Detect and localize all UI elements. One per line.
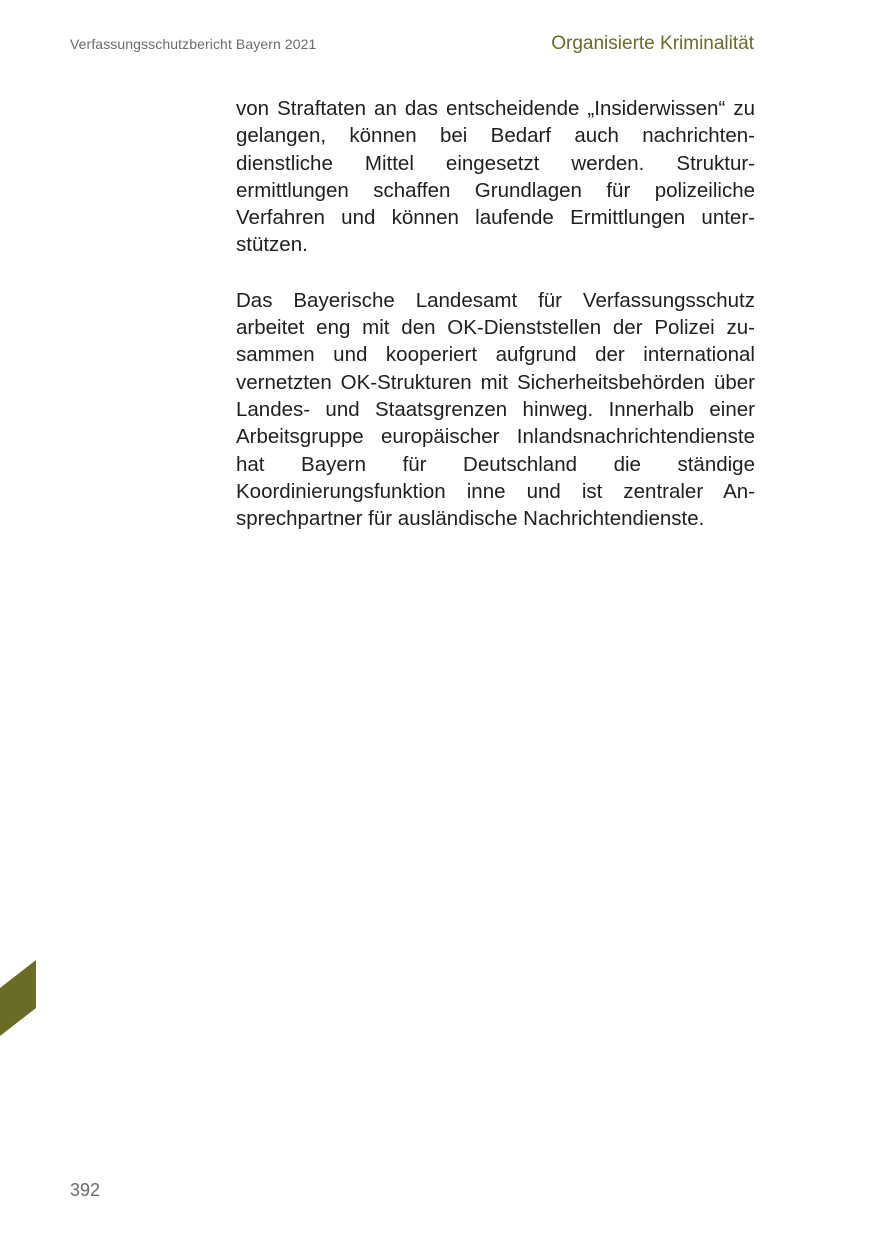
section-marker-tab — [0, 960, 36, 1036]
body-text — [236, 95, 755, 560]
section-marker-shape — [0, 960, 36, 1036]
paragraph: Das Bayerische Landesamt für Verfassungsschutz arbeitet eng mit den OK-Dienststellen der Polizei zusammen und kooperiert aufgrund der international vernetzten OK-Strukturen mit Sicherheitsbehörden über Landes- und Staatsgrenzen hinweg. Innerhalb einer Arbeitsgruppe europäischer Inlandsnachrichtendienste hat Bayern für Deutschland die ständige Koordinierungsfunktion inne und ist zentraler Ansprechpartner für ausländische Nachrichtendienste. — [236, 288, 755, 531]
page-number: 392 — [70, 1180, 101, 1200]
paragraph: von Straftaten an das entscheidende „Insiderwissen“ zu gelangen, können bei Bedarf auch nachrichtendienstliche Mittel eingesetzt werden. Strukturermittlungen schaffen Grundlagen für polizeiliche Verfahren und können laufende Ermittlungen unterstützen. — [236, 97, 755, 257]
running-header-section: Organisierte Kriminalität — [551, 33, 754, 54]
running-header-publication: Verfassungsschutzbericht Bayern 2021 — [70, 36, 317, 52]
